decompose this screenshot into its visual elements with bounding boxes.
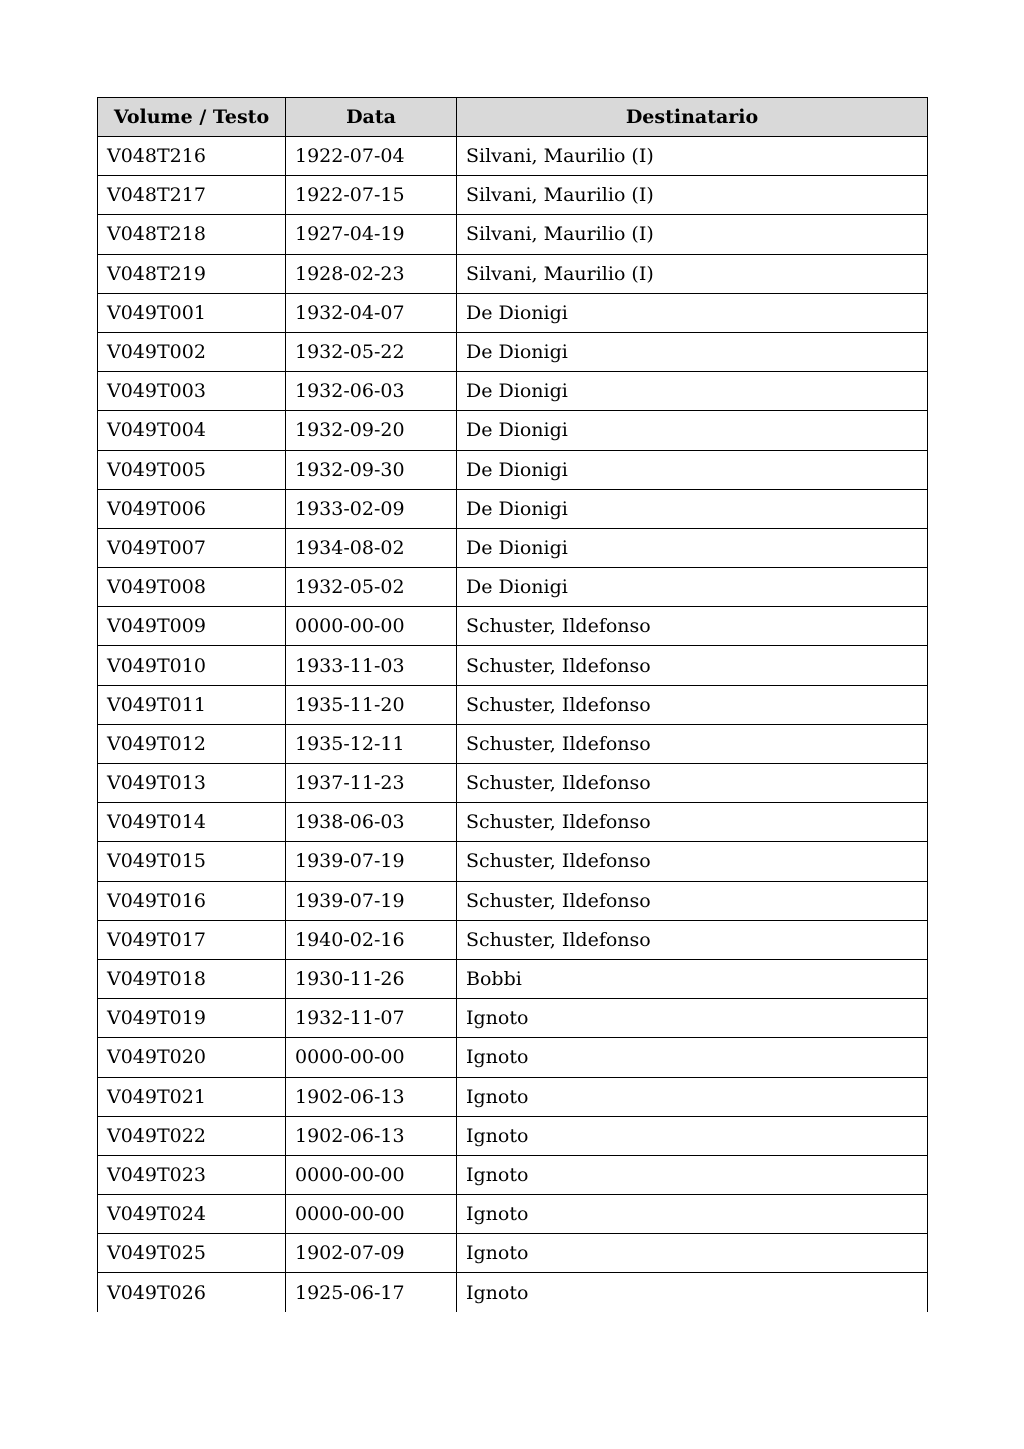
table-row xyxy=(98,1155,928,1194)
cell-destinatario: Schuster, Ildefonso xyxy=(457,803,928,842)
table-row xyxy=(98,764,928,803)
header-row xyxy=(98,98,928,137)
table-row xyxy=(98,999,928,1038)
table-row xyxy=(98,1077,928,1116)
cell-data: 1939-07-19 xyxy=(286,881,457,920)
cell-volume-testo: V049T007 xyxy=(98,528,286,567)
cell-data: 1934-08-02 xyxy=(286,528,457,567)
cell-destinatario: De Dionigi xyxy=(457,372,928,411)
cell-data: 1939-07-19 xyxy=(286,842,457,881)
cell-destinatario: De Dionigi xyxy=(457,450,928,489)
cell-volume-testo: V049T014 xyxy=(98,803,286,842)
table-row xyxy=(98,959,928,998)
table-row xyxy=(98,607,928,646)
cell-destinatario: Ignoto xyxy=(457,1038,928,1077)
cell-destinatario: Silvani, Maurilio (I) xyxy=(457,176,928,215)
table-row xyxy=(98,450,928,489)
cell-data: 1933-11-03 xyxy=(286,646,457,685)
cell-volume-testo: V049T004 xyxy=(98,411,286,450)
cell-data: 1930-11-26 xyxy=(286,959,457,998)
cell-volume-testo: V049T017 xyxy=(98,920,286,959)
header-destinatario: Destinatario xyxy=(457,98,928,137)
table-row xyxy=(98,176,928,215)
cell-volume-testo: V049T005 xyxy=(98,450,286,489)
cell-data: 1927-04-19 xyxy=(286,215,457,254)
cell-data: 1902-07-09 xyxy=(286,1234,457,1273)
cell-volume-testo: V049T011 xyxy=(98,685,286,724)
table-row xyxy=(98,842,928,881)
cell-destinatario: Ignoto xyxy=(457,1234,928,1273)
cell-data: 0000-00-00 xyxy=(286,1195,457,1234)
cell-volume-testo: V049T016 xyxy=(98,881,286,920)
cell-destinatario: Schuster, Ildefonso xyxy=(457,920,928,959)
cell-volume-testo: V049T009 xyxy=(98,607,286,646)
letters-table xyxy=(97,97,928,1312)
cell-destinatario: Schuster, Ildefonso xyxy=(457,764,928,803)
cell-data: 1932-09-20 xyxy=(286,411,457,450)
cell-data: 1932-05-22 xyxy=(286,332,457,371)
cell-volume-testo: V049T026 xyxy=(98,1273,286,1312)
cell-data: 1933-02-09 xyxy=(286,489,457,528)
table-row xyxy=(98,489,928,528)
table-row xyxy=(98,293,928,332)
cell-volume-testo: V049T006 xyxy=(98,489,286,528)
cell-data: 1925-06-17 xyxy=(286,1273,457,1312)
cell-volume-testo: V049T023 xyxy=(98,1155,286,1194)
cell-data: 1935-12-11 xyxy=(286,724,457,763)
cell-volume-testo: V049T019 xyxy=(98,999,286,1038)
cell-volume-testo: V049T022 xyxy=(98,1116,286,1155)
table-row xyxy=(98,803,928,842)
table-row xyxy=(98,1038,928,1077)
cell-volume-testo: V049T018 xyxy=(98,959,286,998)
table-row xyxy=(98,1116,928,1155)
table-row xyxy=(98,724,928,763)
cell-volume-testo: V049T003 xyxy=(98,372,286,411)
cell-data: 1940-02-16 xyxy=(286,920,457,959)
table-row xyxy=(98,568,928,607)
cell-data: 1922-07-15 xyxy=(286,176,457,215)
cell-destinatario: Silvani, Maurilio (I) xyxy=(457,215,928,254)
cell-data: 1935-11-20 xyxy=(286,685,457,724)
cell-volume-testo: V049T015 xyxy=(98,842,286,881)
cell-destinatario: Schuster, Ildefonso xyxy=(457,607,928,646)
table-row xyxy=(98,1234,928,1273)
table-row xyxy=(98,920,928,959)
table-row xyxy=(98,685,928,724)
table-row xyxy=(98,528,928,567)
cell-destinatario: Ignoto xyxy=(457,1155,928,1194)
cell-volume-testo: V049T021 xyxy=(98,1077,286,1116)
table-row xyxy=(98,1273,928,1312)
table-row xyxy=(98,332,928,371)
cell-destinatario: Ignoto xyxy=(457,1273,928,1312)
cell-data: 1932-11-07 xyxy=(286,999,457,1038)
cell-destinatario: Ignoto xyxy=(457,1195,928,1234)
table-row xyxy=(98,137,928,176)
cell-destinatario: Schuster, Ildefonso xyxy=(457,881,928,920)
cell-volume-testo: V049T025 xyxy=(98,1234,286,1273)
cell-destinatario: Ignoto xyxy=(457,1116,928,1155)
cell-volume-testo: V049T013 xyxy=(98,764,286,803)
table-row xyxy=(98,411,928,450)
cell-data: 1902-06-13 xyxy=(286,1077,457,1116)
cell-destinatario: De Dionigi xyxy=(457,489,928,528)
cell-volume-testo: V048T217 xyxy=(98,176,286,215)
cell-destinatario: Ignoto xyxy=(457,1077,928,1116)
cell-destinatario: Schuster, Ildefonso xyxy=(457,685,928,724)
cell-destinatario: De Dionigi xyxy=(457,332,928,371)
cell-volume-testo: V049T008 xyxy=(98,568,286,607)
cell-destinatario: Bobbi xyxy=(457,959,928,998)
cell-volume-testo: V049T020 xyxy=(98,1038,286,1077)
cell-data: 1937-11-23 xyxy=(286,764,457,803)
cell-destinatario: Schuster, Ildefonso xyxy=(457,724,928,763)
table-row xyxy=(98,254,928,293)
table-body xyxy=(98,137,928,1313)
cell-data: 1932-09-30 xyxy=(286,450,457,489)
cell-destinatario: De Dionigi xyxy=(457,568,928,607)
cell-volume-testo: V048T216 xyxy=(98,137,286,176)
cell-volume-testo: V049T024 xyxy=(98,1195,286,1234)
cell-destinatario: De Dionigi xyxy=(457,411,928,450)
cell-data: 1932-05-02 xyxy=(286,568,457,607)
cell-volume-testo: V049T010 xyxy=(98,646,286,685)
cell-destinatario: Silvani, Maurilio (I) xyxy=(457,254,928,293)
cell-volume-testo: V049T002 xyxy=(98,332,286,371)
table-row xyxy=(98,881,928,920)
cell-volume-testo: V048T219 xyxy=(98,254,286,293)
cell-volume-testo: V048T218 xyxy=(98,215,286,254)
cell-destinatario: Schuster, Ildefonso xyxy=(457,646,928,685)
cell-data: 0000-00-00 xyxy=(286,1038,457,1077)
cell-data: 0000-00-00 xyxy=(286,1155,457,1194)
header-data: Data xyxy=(286,98,457,137)
cell-data: 0000-00-00 xyxy=(286,607,457,646)
table-header xyxy=(98,98,928,137)
cell-destinatario: Schuster, Ildefonso xyxy=(457,842,928,881)
cell-destinatario: De Dionigi xyxy=(457,528,928,567)
cell-data: 1932-04-07 xyxy=(286,293,457,332)
cell-destinatario: De Dionigi xyxy=(457,293,928,332)
cell-data: 1902-06-13 xyxy=(286,1116,457,1155)
cell-data: 1932-06-03 xyxy=(286,372,457,411)
header-volume-testo: Volume / Testo xyxy=(98,98,286,137)
cell-destinatario: Ignoto xyxy=(457,999,928,1038)
table-row xyxy=(98,372,928,411)
cell-data: 1928-02-23 xyxy=(286,254,457,293)
cell-data: 1922-07-04 xyxy=(286,137,457,176)
table-row xyxy=(98,1195,928,1234)
table-row xyxy=(98,646,928,685)
cell-volume-testo: V049T001 xyxy=(98,293,286,332)
cell-volume-testo: V049T012 xyxy=(98,724,286,763)
cell-destinatario: Silvani, Maurilio (I) xyxy=(457,137,928,176)
table-row xyxy=(98,215,928,254)
cell-data: 1938-06-03 xyxy=(286,803,457,842)
